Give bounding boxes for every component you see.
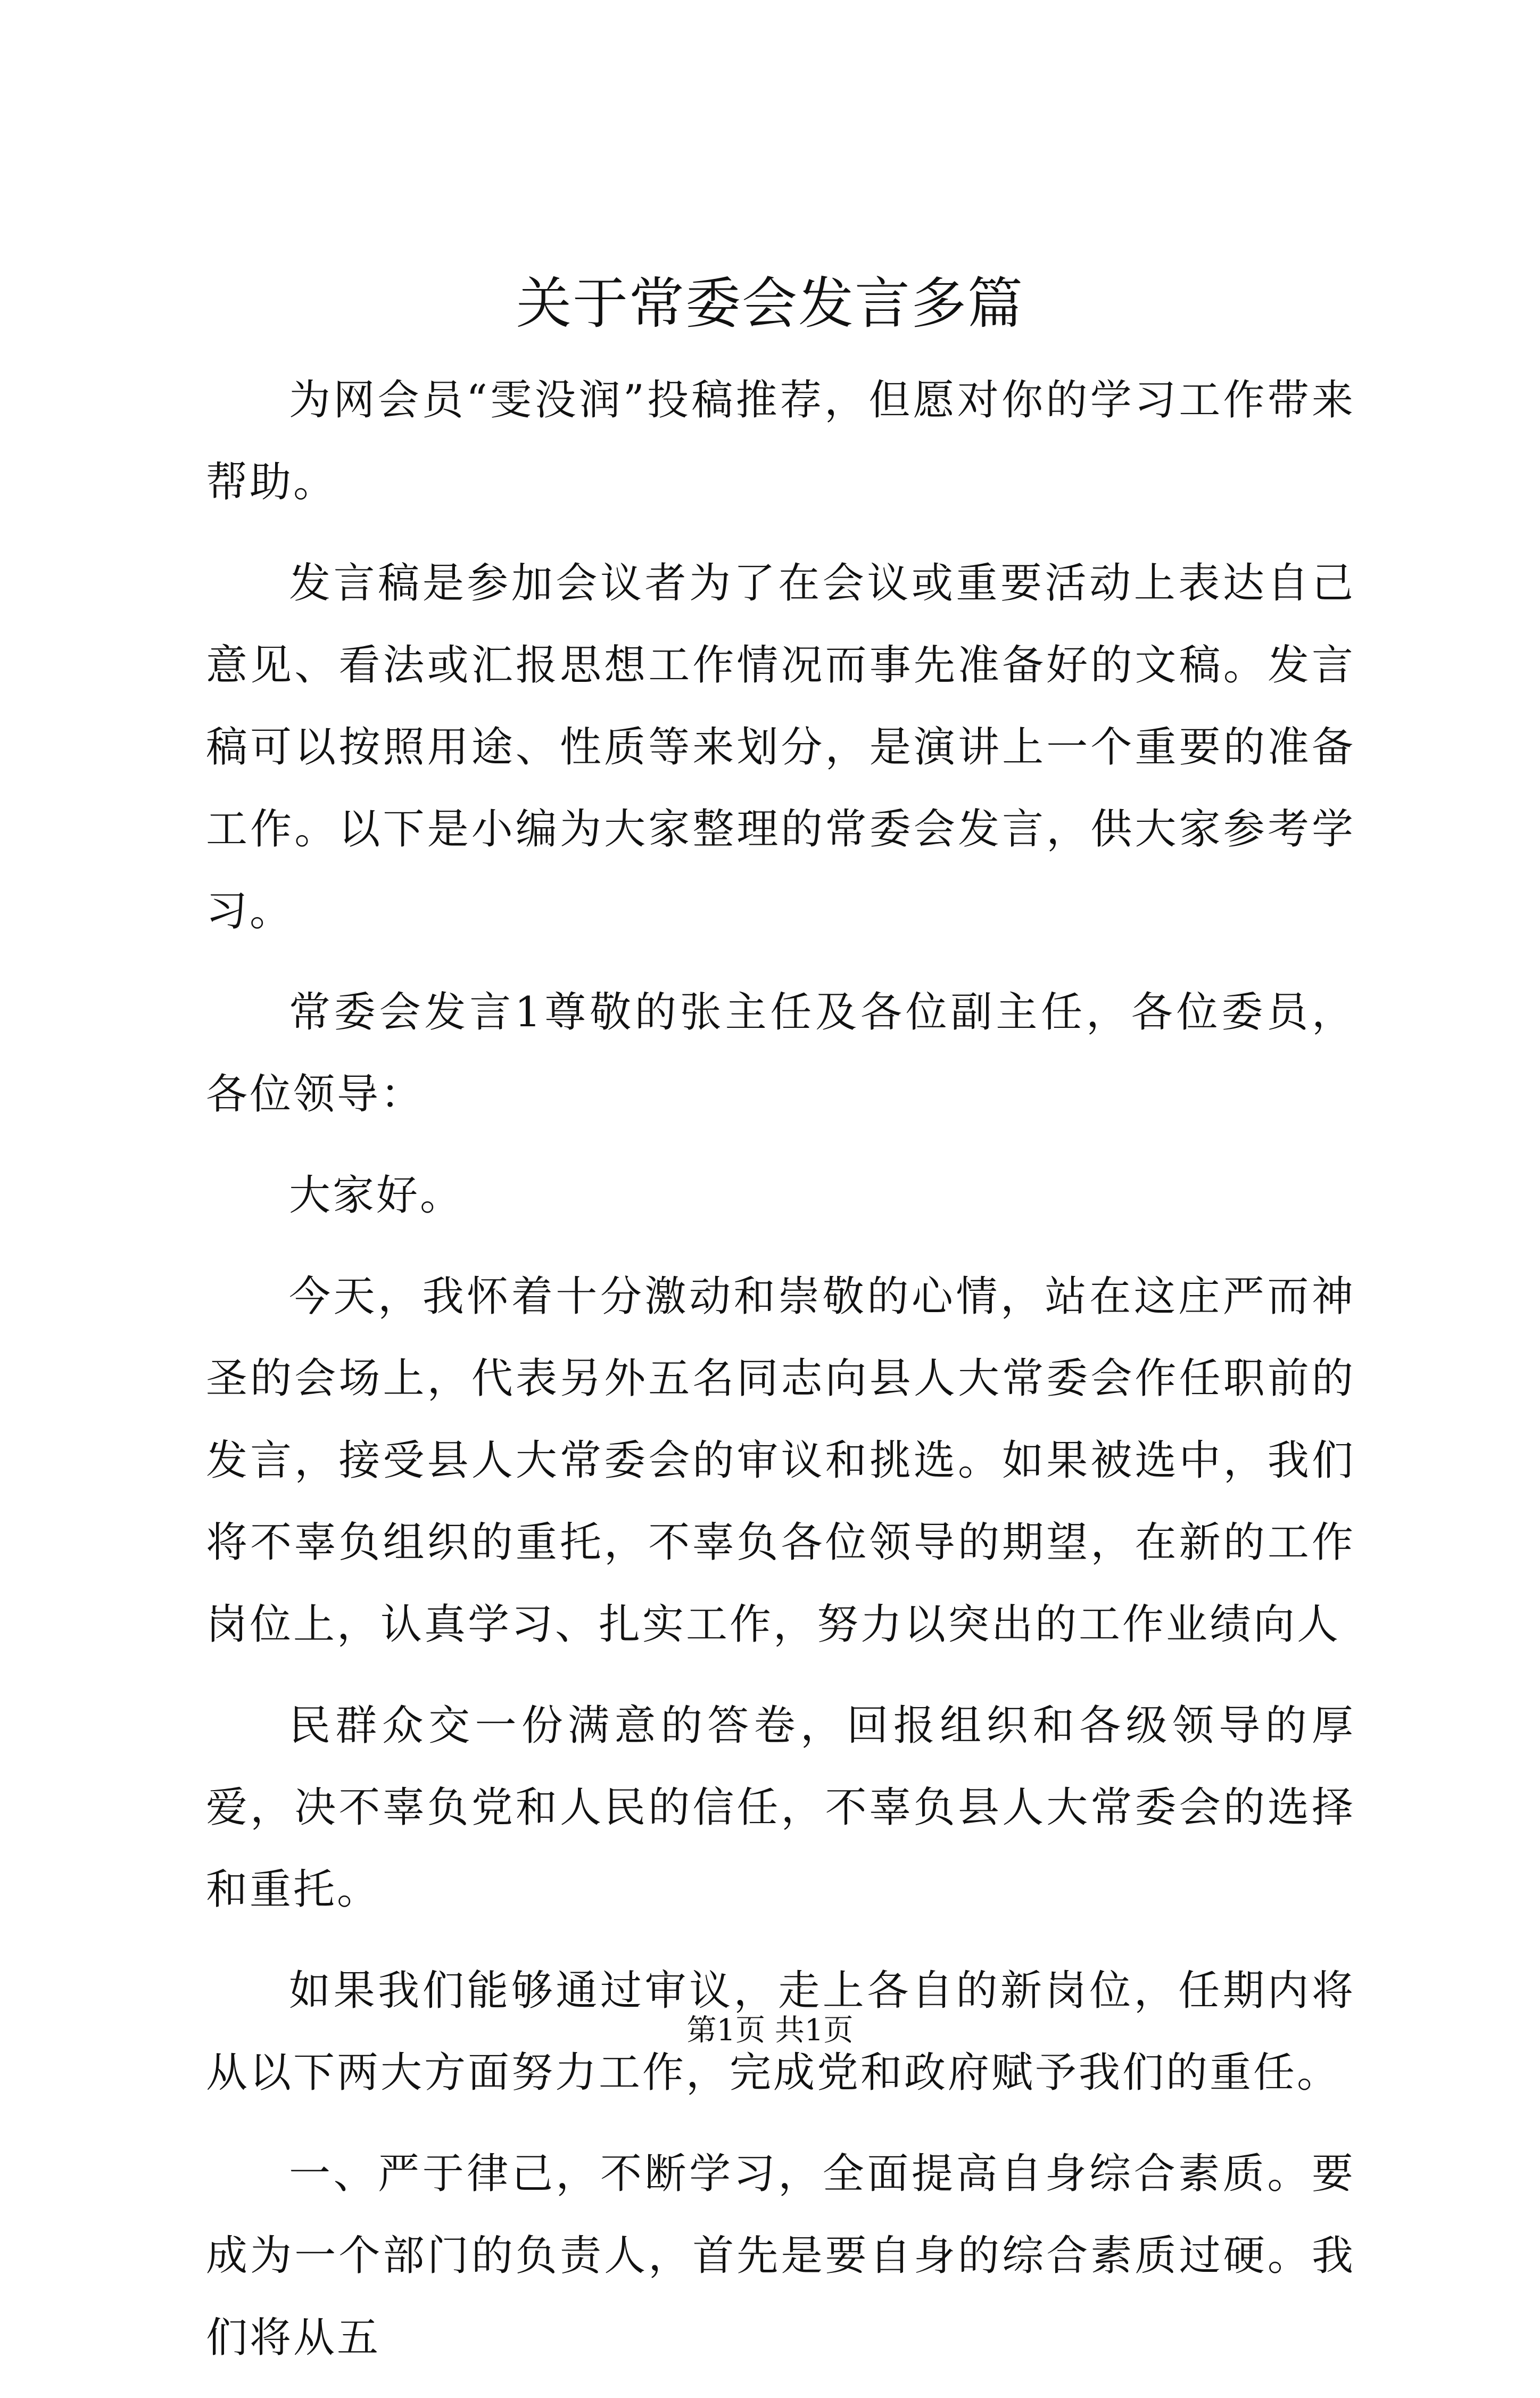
- page-footer: 第1页 共1页: [686, 2013, 854, 2048]
- paragraph: 一、严于律己，不断学习，全面提高自身综合素质。要成为一个部门的负责人，首先是要自身的综合素质过硬。我们将从五: [206, 2150, 1355, 2362]
- paragraph: 为网会员“雯没润”投稿推荐，但愿对你的学习工作带来帮助。: [206, 376, 1355, 506]
- paragraph: 如果我们能够通过审议，走上各自的新岗位，任期内将从以下两大方面努力工作，完成党和政府赋予我们的重任。: [206, 1967, 1355, 2097]
- document-title: 关于常委会发言多篇: [516, 271, 1024, 336]
- document-body: [206, 359, 1355, 2398]
- paragraph: 民群众交一份满意的答卷，回报组织和各级领导的厚爱，决不辜负党和人民的信任，不辜负县人大常委会的选择和重托。: [206, 1702, 1355, 1914]
- paragraph: 发言稿是参加会议者为了在会议或重要活动上表达自己意见、看法或汇报思想工作情况而事先准备好的文稿。发言稿可以按照用途、性质等来划分，是演讲上一个重要的准备工作。以下是小编为大家整理的常委会发言，供大家参考学习。: [206, 559, 1355, 935]
- paragraph: 今天，我怀着十分激动和崇敬的心情，站在这庄严而神圣的会场上，代表另外五名同志向县人大常委会作任职前的发言，接受县人大常委会的审议和挑选。如果被选中，我们将不辜负组织的重托，不辜负各位领导的期望，在新的工作岗位上，认真学习、扎实工作，努力以突出的工作业绩向人: [206, 1273, 1355, 1649]
- paragraph: 常委会发言1尊敬的张主任及各位副主任，各位委员，各位领导：: [206, 988, 1355, 1118]
- paragraph: 大家好。: [289, 1172, 464, 1219]
